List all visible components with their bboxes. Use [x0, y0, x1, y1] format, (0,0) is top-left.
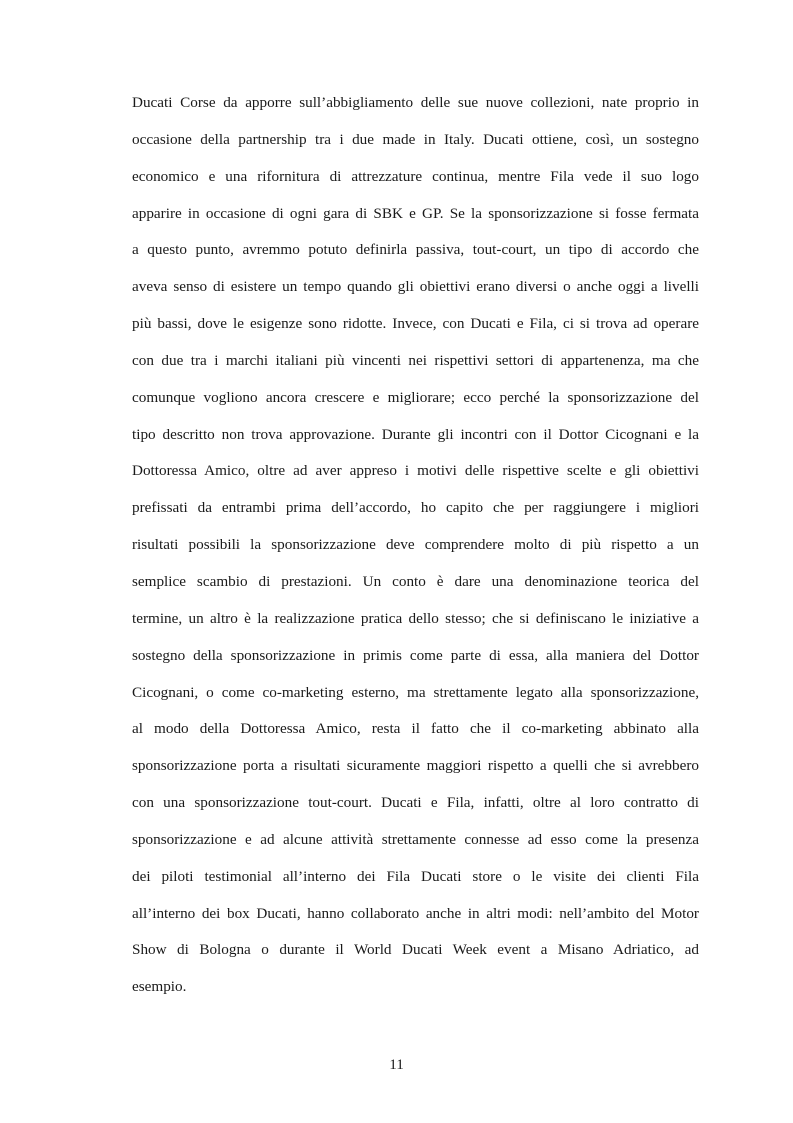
text-line: più bassi, dove le esigenze sono ridotte. Invece, con Ducati e Fila, ci si trova ad operare: [132, 315, 699, 333]
text-line: apparire in occasione di ogni gara di SBK e GP. Se la sponsorizzazione si fosse fermata: [132, 204, 699, 222]
text-line: economico e una rifornitura di attrezzature continua, mentre Fila vede il suo logo: [132, 167, 699, 185]
text-line: semplice scambio di prestazioni. Un conto è dare una denominazione teorica del: [132, 572, 699, 590]
text-line: tipo descritto non trova approvazione. Durante gli incontri con il Dottor Cicognani e la: [132, 425, 699, 443]
text-line: Dottoressa Amico, oltre ad aver appreso i motivi delle rispettive scelte e gli obiettivi: [132, 462, 699, 480]
text-line: all’interno dei box Ducati, hanno collaborato anche in altri modi: nell’ambito del Motor: [132, 904, 699, 922]
text-line: con una sponsorizzazione tout-court. Ducati e Fila, infatti, oltre al loro contratto di: [132, 794, 699, 812]
text-line: Show di Bologna o durante il World Ducati Week event a Misano Adriatico, ad: [132, 941, 699, 959]
text-line: dei piloti testimonial all’interno dei Fila Ducati store o le visite dei clienti Fila: [132, 867, 699, 885]
text-line: con due tra i marchi italiani più vincenti nei rispettivi settori di appartenenza, ma che: [132, 351, 699, 369]
text-line: sponsorizzazione porta a risultati sicuramente maggiori rispetto a quelli che si avrebbero: [132, 757, 699, 775]
text-line: esempio.: [132, 978, 187, 996]
text-line: Cicognani, o come co-marketing esterno, ma strettamente legato alla sponsorizzazione,: [132, 683, 699, 701]
text-line: prefissati da entrambi prima dell’accordo, ho capito che per raggiungere i migliori: [132, 499, 699, 517]
text-line: occasione della partnership tra i due made in Italy. Ducati ottiene, così, un sostegno: [132, 130, 699, 148]
text-line: risultati possibili la sponsorizzazione deve comprendere molto di più rispetto a un: [132, 536, 699, 554]
text-line: aveva senso di esistere un tempo quando gli obiettivi erano diversi o anche oggi a livelli: [132, 278, 699, 296]
text-line: a questo punto, avremmo potuto definirla passiva, tout-court, un tipo di accordo che: [132, 241, 699, 259]
text-line: termine, un altro è la realizzazione pratica dello stesso; che si definiscano le iniziative a: [132, 609, 699, 627]
text-line: sostegno della sponsorizzazione in primis come parte di essa, alla maniera del Dottor: [132, 646, 699, 664]
text-line: sponsorizzazione e ad alcune attività strettamente connesse ad esso come la presenza: [132, 830, 699, 848]
text-line: comunque vogliono ancora crescere e migliorare; ecco perché la sponsorizzazione del: [132, 388, 699, 406]
page-number: 11: [389, 1056, 404, 1073]
body-text: [132, 89, 699, 1010]
text-line: al modo della Dottoressa Amico, resta il fatto che il co-marketing abbinato alla: [132, 720, 699, 738]
text-line: Ducati Corse da apporre sull’abbigliamento delle sue nuove collezioni, nate proprio in: [132, 94, 699, 111]
